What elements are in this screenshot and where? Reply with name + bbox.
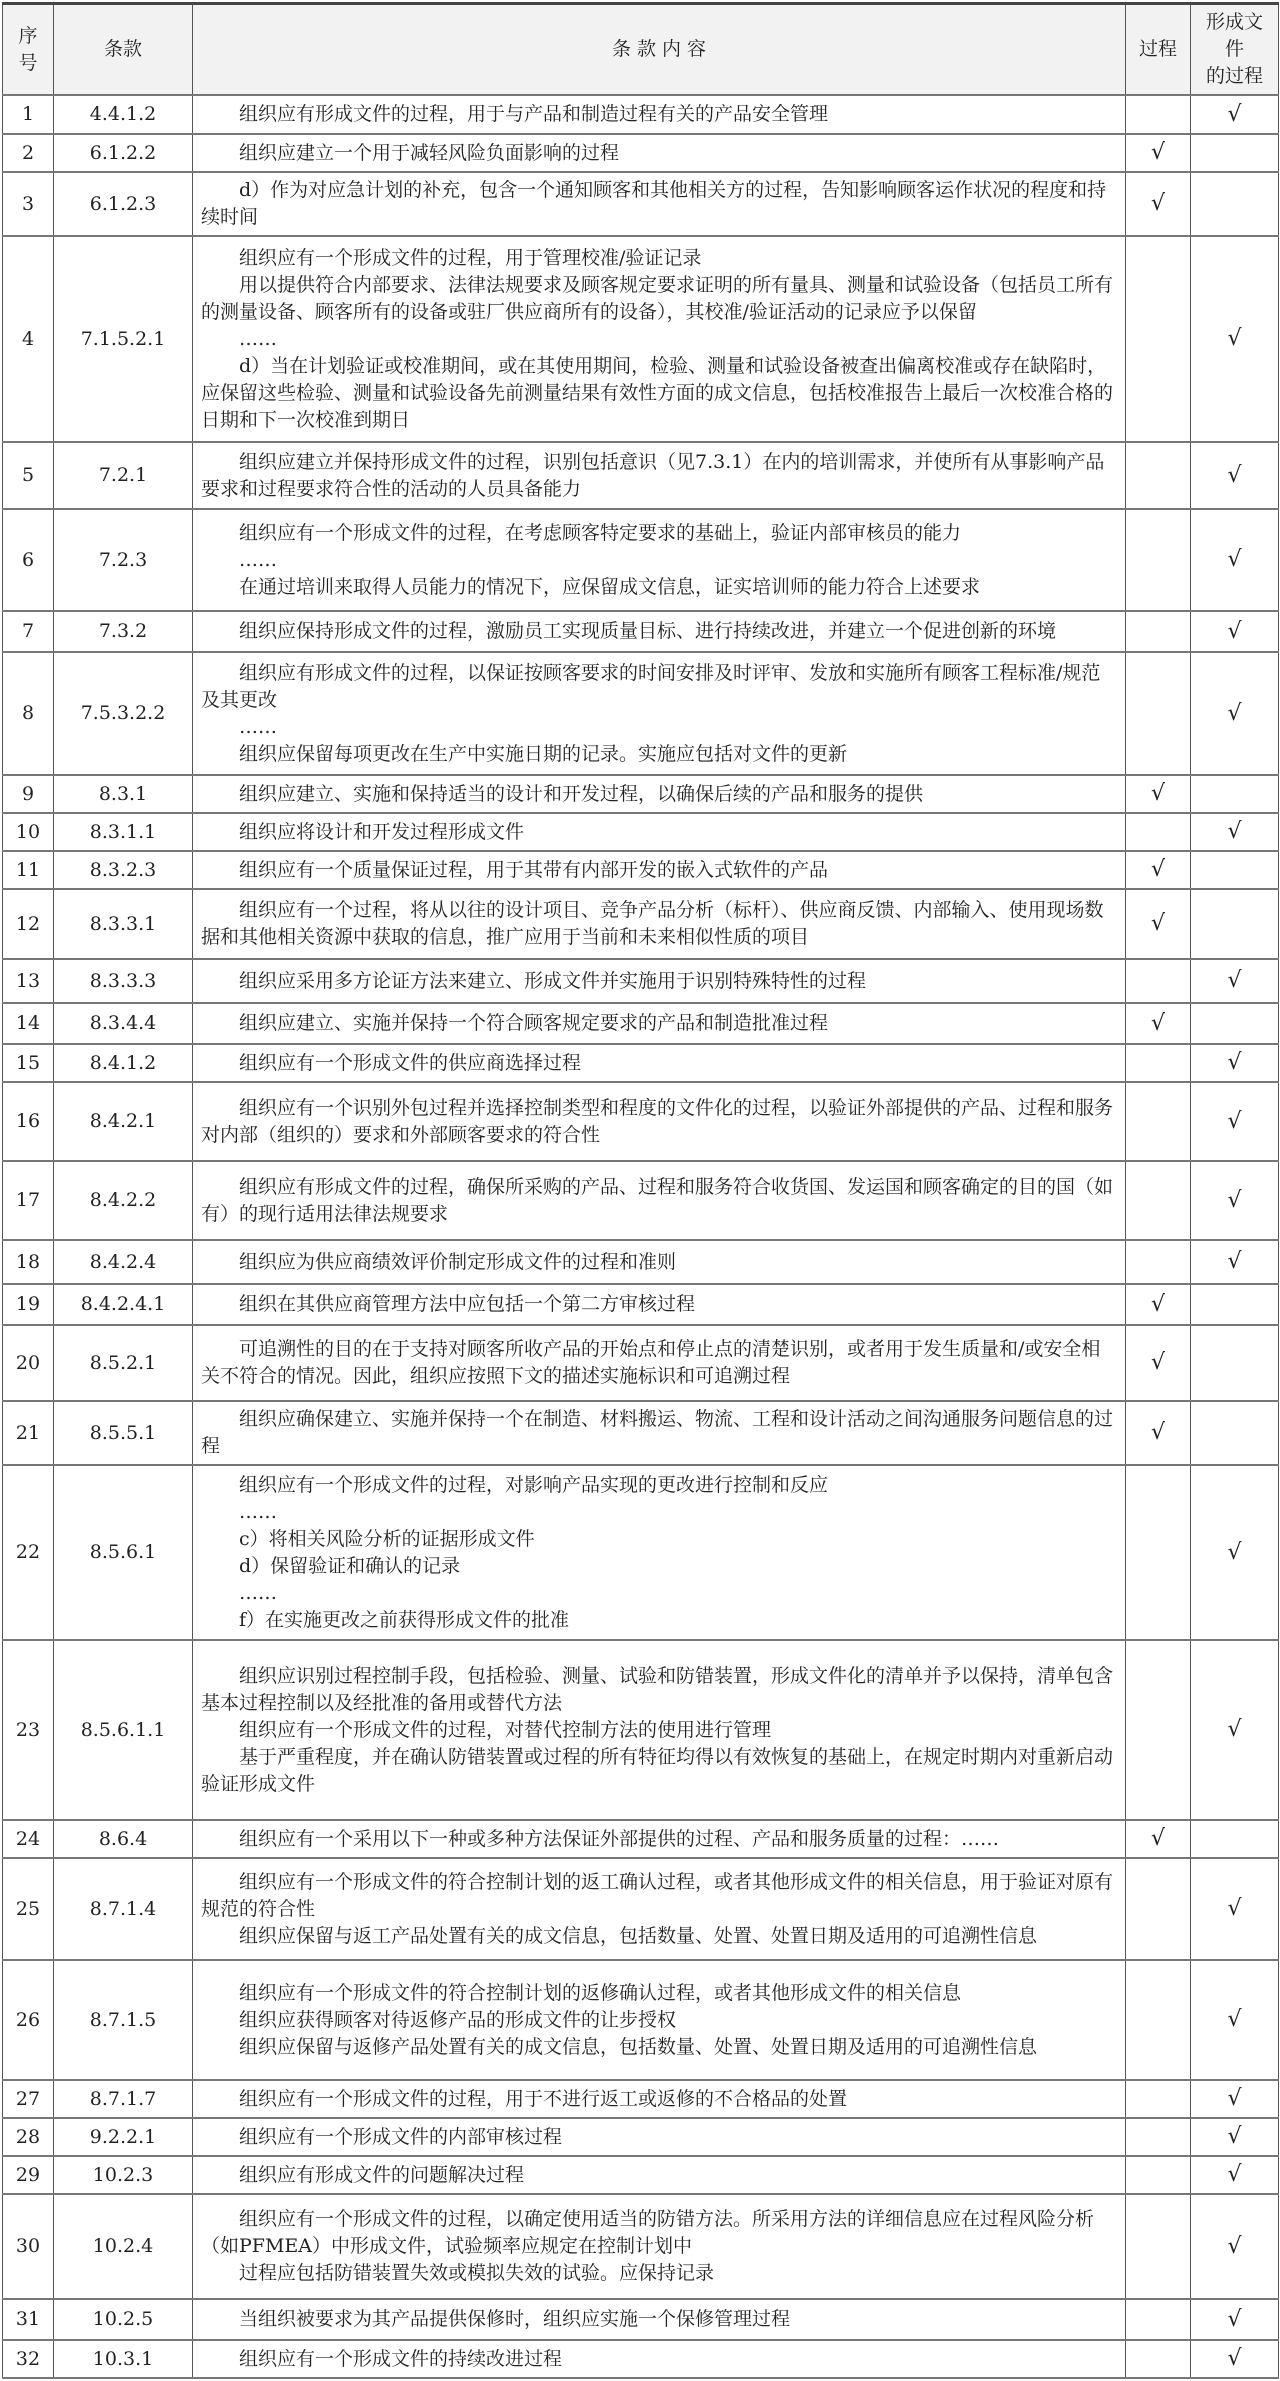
clause-content (193, 2194, 1126, 2299)
content-line: 组织应保留与返修产品处置有关的成文信息，包括数量、处置、处置日期及适用的可追溯性信息 (239, 2035, 1038, 2058)
clause-content (193, 1960, 1126, 2080)
row-number: 4 (3, 236, 54, 442)
clause-number: 7.3.2 (54, 611, 193, 652)
header-content: 条 款 内 容 (193, 4, 1126, 96)
table-row (3, 889, 1279, 959)
clause-number: 7.2.1 (54, 442, 193, 509)
clause-number: 10.2.3 (54, 2156, 193, 2194)
documented-process-cell (1191, 889, 1279, 959)
row-number: 21 (3, 1401, 54, 1465)
process-cell (1126, 1640, 1191, 1820)
process-cell (1126, 2299, 1191, 2340)
content-line: 当组织被要求为其产品提供保修时，组织应实施一个保修管理过程 (239, 2308, 791, 2330)
process-cell (1126, 1044, 1191, 1082)
table-row (3, 2080, 1279, 2118)
content-line: 组织在其供应商管理方法中应包括一个第二方审核过程 (239, 1293, 696, 1315)
clause-content (193, 889, 1126, 959)
content-line: 组织应获得顾客对待返修产品的形成文件的让步授权 (239, 2008, 677, 2031)
content-line: …… (239, 548, 277, 571)
clause-number: 8.7.1.7 (54, 2080, 193, 2118)
check-mark-icon: √ (1150, 191, 1166, 216)
clause-content (193, 2156, 1126, 2194)
process-cell (1126, 442, 1191, 509)
row-number: 5 (3, 442, 54, 509)
content-line: 组织应有一个过程，将从以往的设计项目、竞争产品分析（标杆）、供应商反馈、内部输入、使用现场数据和其他相关资源中获取的信息，推广应用于当前和未来相似性质的项目 (201, 899, 1104, 948)
content-line: …… (239, 715, 277, 738)
clause-content (193, 2118, 1126, 2156)
table-row (3, 134, 1279, 172)
row-number: 32 (3, 2340, 54, 2378)
row-number: 15 (3, 1044, 54, 1082)
content-line: 组织应建立、实施并保持一个符合顾客规定要求的产品和制造批准过程 (239, 1012, 829, 1034)
clause-content (193, 851, 1126, 889)
process-cell (1126, 1325, 1191, 1401)
process-cell (1126, 2340, 1191, 2378)
process-cell (1126, 813, 1191, 851)
content-line: 组织应为供应商绩效评价制定形成文件的过程和准则 (239, 1250, 677, 1273)
content-line: 组织应建立并保持形成文件的过程，识别包括意识（见7.3.1）在内的培训需求，并使所有从事影响产品要求和过程要求符合性的活动的人员具备能力 (201, 450, 1105, 500)
documented-process-cell (1191, 1284, 1279, 1325)
clause-content (193, 652, 1126, 775)
documented-process-cell (1191, 134, 1279, 172)
clause-content (193, 1284, 1126, 1325)
content-line: 组织应有形成文件的过程，确保所采购的产品、过程和服务符合收货国、发运国和顾客确定的目的国（如有）的现行适用法律法规要求 (201, 1175, 1114, 1225)
check-mark-icon: √ (1227, 968, 1242, 993)
process-cell (1126, 1820, 1191, 1858)
row-number: 16 (3, 1082, 54, 1161)
row-number: 11 (3, 851, 54, 889)
table-row (3, 1082, 1279, 1161)
header-documented-line2: 的过程 (1205, 65, 1263, 87)
row-number: 7 (3, 611, 54, 652)
documented-process-cell (1191, 813, 1279, 851)
process-cell (1126, 851, 1191, 889)
documented-process-cell (1191, 1082, 1279, 1161)
documented-process-cell (1191, 509, 1279, 611)
content-line: 组织应有一个形成文件的持续改进过程 (239, 2347, 563, 2370)
table-row (3, 1161, 1279, 1240)
check-mark-icon: √ (1150, 1420, 1166, 1445)
documented-process-cell (1191, 851, 1279, 889)
clause-number: 6.1.2.3 (54, 172, 193, 236)
documented-process-cell (1191, 611, 1279, 652)
table-row (3, 2156, 1279, 2194)
row-number: 29 (3, 2156, 54, 2194)
content-line: 组织应保留与返工产品处置有关的成文信息，包括数量、处置、处置日期及适用的可追溯性信息 (239, 1924, 1038, 1947)
table-row (3, 1401, 1279, 1465)
clause-content (193, 1465, 1126, 1640)
clause-content (193, 442, 1126, 509)
documented-process-cell (1191, 1401, 1279, 1465)
table-row (3, 442, 1279, 509)
clause-number: 8.5.6.1 (54, 1465, 193, 1640)
clause-content (193, 134, 1126, 172)
documented-process-cell (1191, 2194, 1279, 2299)
check-mark-icon: √ (1227, 819, 1242, 844)
header-documented-process (1191, 4, 1279, 96)
table-row (3, 2299, 1279, 2340)
content-line: 组织应建立一个用于减轻风险负面影响的过程 (239, 141, 620, 164)
content-line: 组织应建立、实施和保持适当的设计和开发过程，以确保后续的产品和服务的提供 (239, 782, 924, 805)
process-cell (1126, 1465, 1191, 1640)
process-cell (1126, 1284, 1191, 1325)
clause-content (193, 1082, 1126, 1161)
check-mark-icon: √ (1227, 2162, 1242, 2187)
documented-process-cell (1191, 1044, 1279, 1082)
table-body (3, 95, 1279, 2378)
process-cell (1126, 134, 1191, 172)
table-row (3, 1960, 1279, 2080)
documented-process-cell (1191, 2299, 1279, 2340)
check-mark-icon: √ (1150, 857, 1166, 882)
row-number: 3 (3, 172, 54, 236)
row-number: 14 (3, 1003, 54, 1044)
table-row (3, 1003, 1279, 1044)
documented-process-cell (1191, 1240, 1279, 1284)
check-mark-icon: √ (1227, 1249, 1242, 1274)
clause-content (193, 1161, 1126, 1240)
row-number: 30 (3, 2194, 54, 2299)
documented-process-cell (1191, 95, 1279, 134)
content-line: 基于严重程度，并在确认防错装置或过程的所有特征均得以有效恢复的基础上，在规定时期内对重新启动验证形成文件 (201, 1745, 1114, 1795)
documented-process-cell (1191, 775, 1279, 813)
table-row (3, 2194, 1279, 2299)
clause-content (193, 813, 1126, 851)
check-mark-icon: √ (1150, 140, 1166, 165)
documented-process-cell (1191, 1325, 1279, 1401)
clause-content (193, 509, 1126, 611)
process-cell (1126, 889, 1191, 959)
table-header (3, 4, 1279, 96)
table-row (3, 652, 1279, 775)
content-line: 组织应有一个形成文件的供应商选择过程 (239, 1051, 582, 1074)
process-cell (1126, 2118, 1191, 2156)
clause-number: 7.5.3.2.2 (54, 652, 193, 775)
row-number: 10 (3, 813, 54, 851)
clause-number: 10.2.5 (54, 2299, 193, 2340)
process-cell (1126, 509, 1191, 611)
process-cell (1126, 1960, 1191, 2080)
documented-process-cell (1191, 442, 1279, 509)
clause-number: 8.3.1 (54, 775, 193, 813)
documented-process-cell (1191, 1640, 1279, 1820)
content-line: 组织应有一个识别外包过程并选择控制类型和程度的文件化的过程，以验证外部提供的产品、过程和服务对内部（组织的）要求和外部顾客要求的符合性 (201, 1096, 1114, 1146)
clause-number: 4.4.1.2 (54, 95, 193, 134)
check-mark-icon: √ (1227, 2233, 1242, 2259)
row-number: 28 (3, 2118, 54, 2156)
check-mark-icon: √ (1227, 700, 1242, 726)
clause-content (193, 1240, 1126, 1284)
clause-number: 9.2.2.1 (54, 2118, 193, 2156)
clause-content (193, 1640, 1126, 1820)
process-cell (1126, 236, 1191, 442)
clause-content (193, 2340, 1126, 2378)
check-mark-icon: √ (1150, 1291, 1166, 1317)
content-line: 组织应有一个采用以下一种或多种方法保证外部提供的过程、产品和服务质量的过程：…… (239, 1827, 1000, 1850)
clause-content (193, 1325, 1126, 1401)
content-line: 组织应有一个形成文件的内部审核过程 (239, 2125, 563, 2148)
content-line: 组织应有一个形成文件的过程，在考虑顾客特定要求的基础上，验证内部审核员的能力 (239, 521, 962, 544)
clause-number: 8.6.4 (54, 1820, 193, 1858)
clause-number: 8.5.6.1.1 (54, 1640, 193, 1820)
row-number: 13 (3, 959, 54, 1003)
check-mark-icon: √ (1227, 1108, 1242, 1134)
documented-process-cell (1191, 1858, 1279, 1960)
header-documented-line1: 形成文件 (1205, 11, 1263, 60)
content-line: 组织应有形成文件的过程，以保证按顾客要求的时间安排及时评审、发放和实施所有顾客工程标准/规范及其更改 (201, 661, 1101, 711)
clause-number: 10.3.1 (54, 2340, 193, 2378)
content-line: d）保留验证和确认的记录 (239, 1554, 461, 1577)
clause-process-table (2, 2, 1279, 2379)
table-row (3, 851, 1279, 889)
clause-content (193, 172, 1126, 236)
process-cell (1126, 1161, 1191, 1240)
process-cell (1126, 2156, 1191, 2194)
check-mark-icon: √ (1227, 2007, 1242, 2032)
content-line: 组织应有一个形成文件的符合控制计划的返工确认过程，或者其他形成文件的相关信息，用于验证对原有规范的符合性 (201, 1870, 1114, 1920)
clause-number: 8.3.3.1 (54, 889, 193, 959)
clause-content (193, 2299, 1126, 2340)
content-line: 组织应有一个形成文件的过程，用于不进行返工或返修的不合格品的处置 (239, 2087, 848, 2110)
check-mark-icon: √ (1227, 2124, 1242, 2149)
process-cell (1126, 1082, 1191, 1161)
table-row (3, 1240, 1279, 1284)
check-mark-icon: √ (1150, 1826, 1166, 1851)
content-line: 组织应有形成文件的问题解决过程 (239, 2163, 525, 2186)
row-number: 19 (3, 1284, 54, 1325)
process-cell (1126, 172, 1191, 236)
row-number: 26 (3, 1960, 54, 2080)
clause-number: 7.1.5.2.1 (54, 236, 193, 442)
clause-number: 8.3.4.4 (54, 1003, 193, 1044)
table-row (3, 2340, 1279, 2378)
check-mark-icon: √ (1227, 1050, 1242, 1075)
clause-content (193, 236, 1126, 442)
row-number: 12 (3, 889, 54, 959)
check-mark-icon: √ (1227, 2086, 1242, 2111)
row-number: 1 (3, 95, 54, 134)
content-line: 组织应有一个质量保证过程，用于其带有内部开发的嵌入式软件的产品 (239, 858, 829, 881)
documented-process-cell (1191, 1960, 1279, 2080)
clause-number: 8.4.2.4.1 (54, 1284, 193, 1325)
clause-content (193, 2080, 1126, 2118)
content-line: 组织应有一个形成文件的过程，对影响产品实现的更改进行控制和反应 (239, 1473, 829, 1496)
content-line: 在通过培训来取得人员能力的情况下，应保留成文信息，证实培训师的能力符合上述要求 (239, 575, 981, 598)
content-line: 组织应保持形成文件的过程，激励员工实现质量目标、进行持续改进，并建立一个促进创新的环境 (239, 620, 1057, 642)
table-row (3, 611, 1279, 652)
clause-content (193, 1401, 1126, 1465)
clause-content (193, 1003, 1126, 1044)
clause-content (193, 611, 1126, 652)
content-line: f）在实施更改之前获得形成文件的批准 (239, 1608, 570, 1631)
table-row (3, 1044, 1279, 1082)
clause-number: 8.3.1.1 (54, 813, 193, 851)
clause-number: 10.2.4 (54, 2194, 193, 2299)
clause-number: 6.1.2.2 (54, 134, 193, 172)
table-row (3, 1640, 1279, 1820)
content-line: 组织应有一个形成文件的过程，用于管理校准/验证记录 (239, 246, 702, 269)
table-row (3, 2118, 1279, 2156)
check-mark-icon: √ (1227, 1539, 1242, 1565)
row-number: 23 (3, 1640, 54, 1820)
header-no: 序号 (3, 4, 54, 96)
clause-number: 8.7.1.4 (54, 1858, 193, 1960)
documented-process-cell (1191, 652, 1279, 775)
content-line: …… (239, 327, 277, 350)
table-row (3, 1325, 1279, 1401)
documented-process-cell (1191, 1465, 1279, 1640)
process-cell (1126, 652, 1191, 775)
check-mark-icon: √ (1227, 2306, 1242, 2332)
documented-process-cell (1191, 2156, 1279, 2194)
row-number: 6 (3, 509, 54, 611)
row-number: 22 (3, 1465, 54, 1640)
documented-process-cell (1191, 1003, 1279, 1044)
documented-process-cell (1191, 1820, 1279, 1858)
documented-process-cell (1191, 2080, 1279, 2118)
content-line: 用以提供符合内部要求、法律法规要求及顾客规定要求证明的所有量具、测量和试验设备（包括员工所有的测量设备、顾客所有的设备或驻厂供应商所有的设备），其校准/验证活动的记录应予以保留 (201, 273, 1114, 323)
check-mark-icon: √ (1227, 1717, 1242, 1742)
table-row (3, 95, 1279, 134)
process-cell (1126, 2194, 1191, 2299)
content-line: 组织应有一个形成文件的过程，对替代控制方法的使用进行管理 (239, 1718, 772, 1741)
check-mark-icon: √ (1227, 1187, 1242, 1213)
table-row (3, 172, 1279, 236)
check-mark-icon: √ (1227, 618, 1242, 644)
table-row (3, 1820, 1279, 1858)
row-number: 2 (3, 134, 54, 172)
documented-process-cell (1191, 2118, 1279, 2156)
check-mark-icon: √ (1150, 1010, 1166, 1036)
table-row (3, 1465, 1279, 1640)
check-mark-icon: √ (1150, 911, 1166, 936)
clause-number: 8.7.1.5 (54, 1960, 193, 2080)
check-mark-icon: √ (1227, 2346, 1242, 2371)
check-mark-icon: √ (1227, 326, 1242, 351)
clause-content (193, 959, 1126, 1003)
clause-number: 7.2.3 (54, 509, 193, 611)
check-mark-icon: √ (1227, 1896, 1242, 1921)
clause-number: 8.4.2.1 (54, 1082, 193, 1161)
content-line: 组织应采用多方论证方法来建立、形成文件并实施用于识别特殊特性的过程 (239, 969, 867, 992)
clause-content (193, 95, 1126, 134)
content-line: c）将相关风险分析的证据形成文件 (239, 1527, 535, 1550)
table-row (3, 775, 1279, 813)
check-mark-icon: √ (1150, 781, 1166, 806)
documented-process-cell (1191, 236, 1279, 442)
content-line: d）作为对应急计划的补充，包含一个通知顾客和其他相关方的过程，告知影响顾客运作状况的程度和持续时间 (201, 179, 1107, 228)
content-line: 可追溯性的目的在于支持对顾客所收产品的开始点和停止点的清楚识别，或者用于发生质量和/或安全相关不符合的情况。因此，组织应按照下文的描述实施标识和可追溯过程 (201, 1338, 1101, 1387)
documented-process-cell (1191, 959, 1279, 1003)
process-cell (1126, 959, 1191, 1003)
clause-number: 8.4.2.2 (54, 1161, 193, 1240)
process-cell (1126, 1858, 1191, 1960)
clause-content (193, 1858, 1126, 1960)
documented-process-cell (1191, 1161, 1279, 1240)
documented-process-cell (1191, 2340, 1279, 2378)
table-row (3, 813, 1279, 851)
header-clause: 条款 (54, 4, 193, 96)
content-line: 组织应将设计和开发过程形成文件 (239, 820, 525, 843)
clause-number: 8.5.5.1 (54, 1401, 193, 1465)
check-mark-icon: √ (1227, 547, 1242, 572)
documented-process-cell (1191, 172, 1279, 236)
row-number: 18 (3, 1240, 54, 1284)
process-cell (1126, 1240, 1191, 1284)
clause-content (193, 1820, 1126, 1858)
table-row (3, 509, 1279, 611)
check-mark-icon: √ (1227, 101, 1242, 127)
row-number: 31 (3, 2299, 54, 2340)
clause-content (193, 775, 1126, 813)
row-number: 27 (3, 2080, 54, 2118)
content-line: 组织应有形成文件的过程，用于与产品和制造过程有关的产品安全管理 (239, 103, 829, 125)
content-line: 过程应包括防错装置失效或模拟失效的试验。应保持记录 (239, 2262, 715, 2284)
clause-number: 8.4.2.4 (54, 1240, 193, 1284)
clause-number: 8.4.1.2 (54, 1044, 193, 1082)
content-line: 组织应有一个形成文件的过程，以确定使用适当的防错方法。所采用方法的详细信息应在过程风险分析（如PFMEA）中形成文件，试验频率应规定在控制计划中 (201, 2208, 1095, 2257)
clause-number: 8.3.2.3 (54, 851, 193, 889)
row-number: 17 (3, 1161, 54, 1240)
content-line: 组织应确保建立、实施并保持一个在制造、材料搬运、物流、工程和设计活动之间沟通服务问题信息的过程 (201, 1408, 1114, 1457)
process-cell (1126, 775, 1191, 813)
check-mark-icon: √ (1150, 1350, 1166, 1375)
content-line: 组织应有一个形成文件的符合控制计划的返修确认过程，或者其他形成文件的相关信息 (239, 1981, 962, 2004)
content-line: …… (239, 1500, 277, 1523)
table-row (3, 236, 1279, 442)
row-number: 8 (3, 652, 54, 775)
content-line: 组织应保留每项更改在生产中实施日期的记录。实施应包括对文件的更新 (239, 742, 848, 765)
clause-content (193, 1044, 1126, 1082)
row-number: 20 (3, 1325, 54, 1401)
process-cell (1126, 611, 1191, 652)
process-cell (1126, 1003, 1191, 1044)
row-number: 24 (3, 1820, 54, 1858)
table-row (3, 1858, 1279, 1960)
clause-number: 8.5.2.1 (54, 1325, 193, 1401)
content-line: 组织应识别过程控制手段，包括检验、测量、试验和防错装置，形成文件化的清单并予以保持，清单包含基本过程控制以及经批准的备用或替代方法 (201, 1664, 1114, 1714)
process-cell (1126, 1401, 1191, 1465)
row-number: 9 (3, 775, 54, 813)
content-line: d）当在计划验证或校准期间，或在其使用期间，检验、测量和试验设备被查出偏离校准或存在缺陷时，应保留这些检验、测量和试验设备先前测量结果有效性方面的成文信息，包括校准报告上最后一次校准合格的日期和下一次校准到期日 (201, 354, 1114, 431)
check-mark-icon: √ (1227, 462, 1242, 488)
clause-number: 8.3.3.3 (54, 959, 193, 1003)
table-row (3, 959, 1279, 1003)
content-line: …… (239, 1581, 277, 1604)
process-cell (1126, 95, 1191, 134)
header-process: 过程 (1126, 4, 1191, 96)
table-row (3, 1284, 1279, 1325)
row-number: 25 (3, 1858, 54, 1960)
process-cell (1126, 2080, 1191, 2118)
